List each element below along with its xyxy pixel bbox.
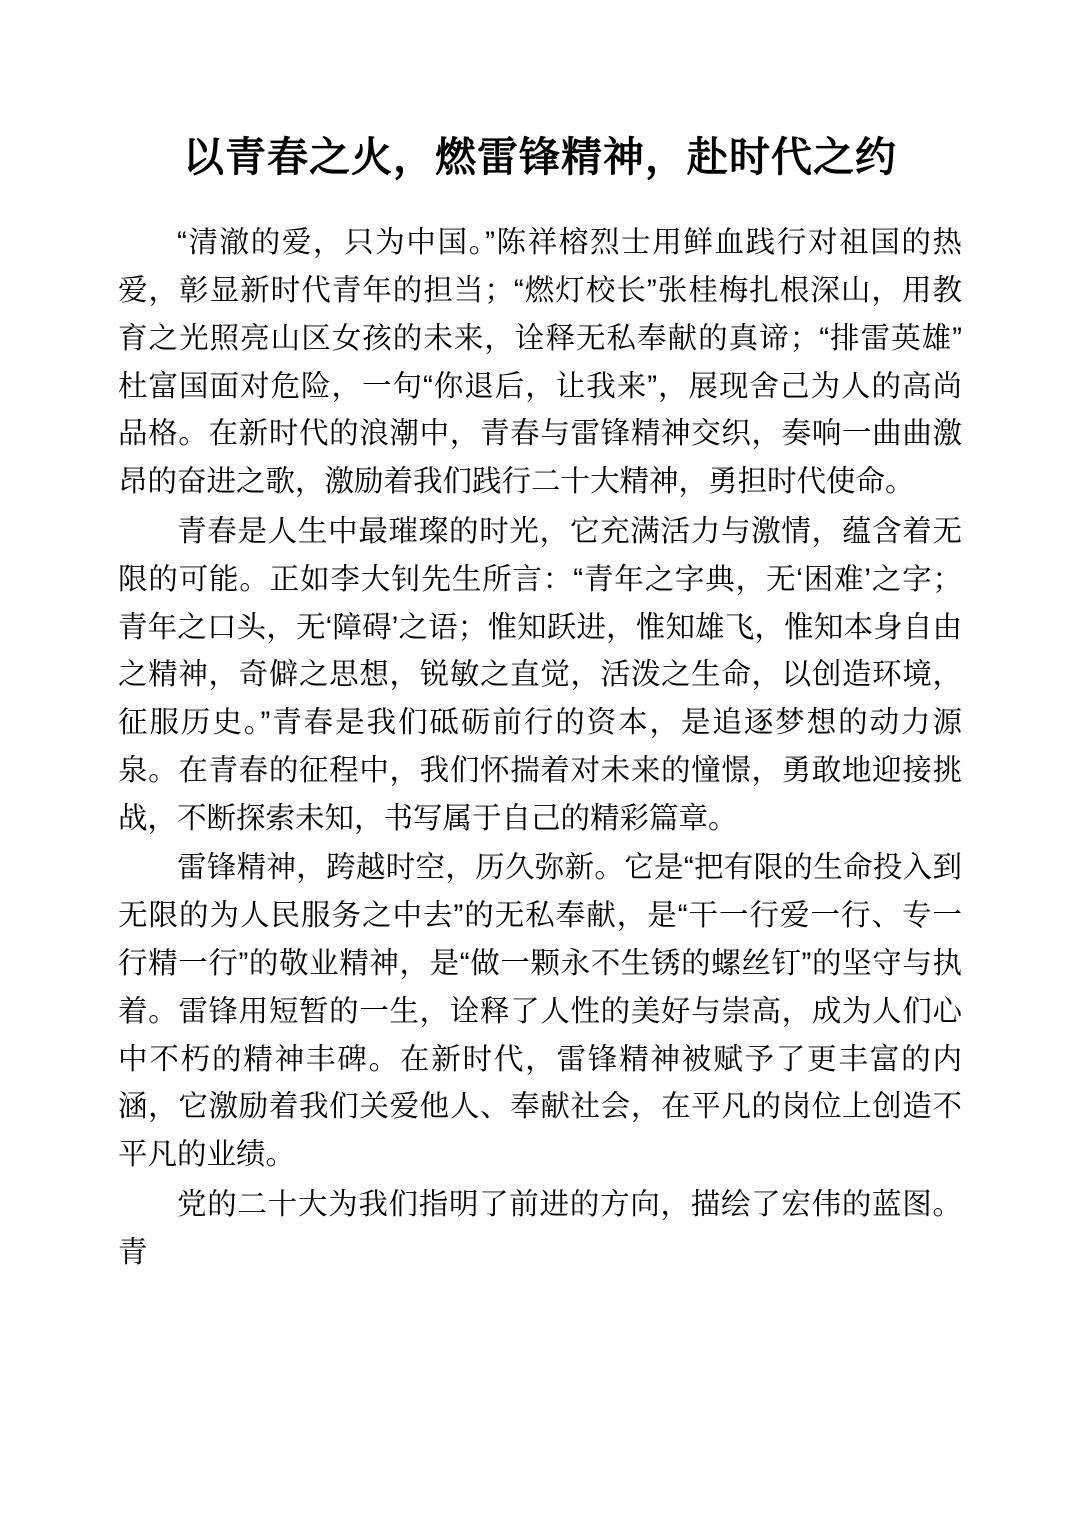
paragraph: 青春是人生中最璀璨的时光，它充满活力与激情，蕴含着无限的可能。正如李大钊先生所言：“青年之字典，无‘困难’之字；青年之口头，无‘障碍’之语；惟知跃进，惟知雄飞，惟知本身自由之精神，奇僻之思想，锐敏之直觉，活泼之生命，以创造环境，征服历史。”青春是我们砥砺前行的资本，是追逐梦想的动力源泉。在青春的征程中，我们怀揣着对未来的憧憬，勇敢地迎接挑战，不断探索未知，书写属于自己的精彩篇章。 [118, 514, 962, 835]
paragraph: 党的二十大为我们指明了前进的方向，描绘了宏伟的蓝图。青 [118, 1187, 962, 1269]
paragraph: “清澈的爱，只为中国。”陈祥榕烈士用鲜血践行对祖国的热爱，彰显新时代青年的担当；“燃灯校长”张桂梅扎根深山，用教育之光照亮山区女孩的未来，诠释无私奉献的真谛；“排雷英雄”杜富国面对危险，一句“你退后，让我来”，展现舍己为人的高尚品格。在新时代的浪潮中，青春与雷锋精神交织，奏响一曲曲激昂的奋进之歌，激励着我们践行二十大精神，勇担时代使命。 [118, 226, 962, 499]
paragraph: 雷锋精神，跨越时空，历久弥新。它是“把有限的生命投入到无限的为人民服务之中去”的无私奉献，是“干一行爱一行、专一行精一行”的敬业精神，是“做一颗永不生锈的螺丝钉”的坚守与执着。雷锋用短暂的一生，诠释了人性的美好与崇高，成为人们心中不朽的精神丰碑。在新时代，雷锋精神被赋予了更丰富的内涵，它激励着我们关爱他人、奉献社会，在平凡的岗位上创造不平凡的业绩。 [118, 851, 962, 1172]
page-title: 以青春之火，燃雷锋精神，赴时代之约 [183, 134, 897, 180]
document-body [118, 219, 962, 1276]
